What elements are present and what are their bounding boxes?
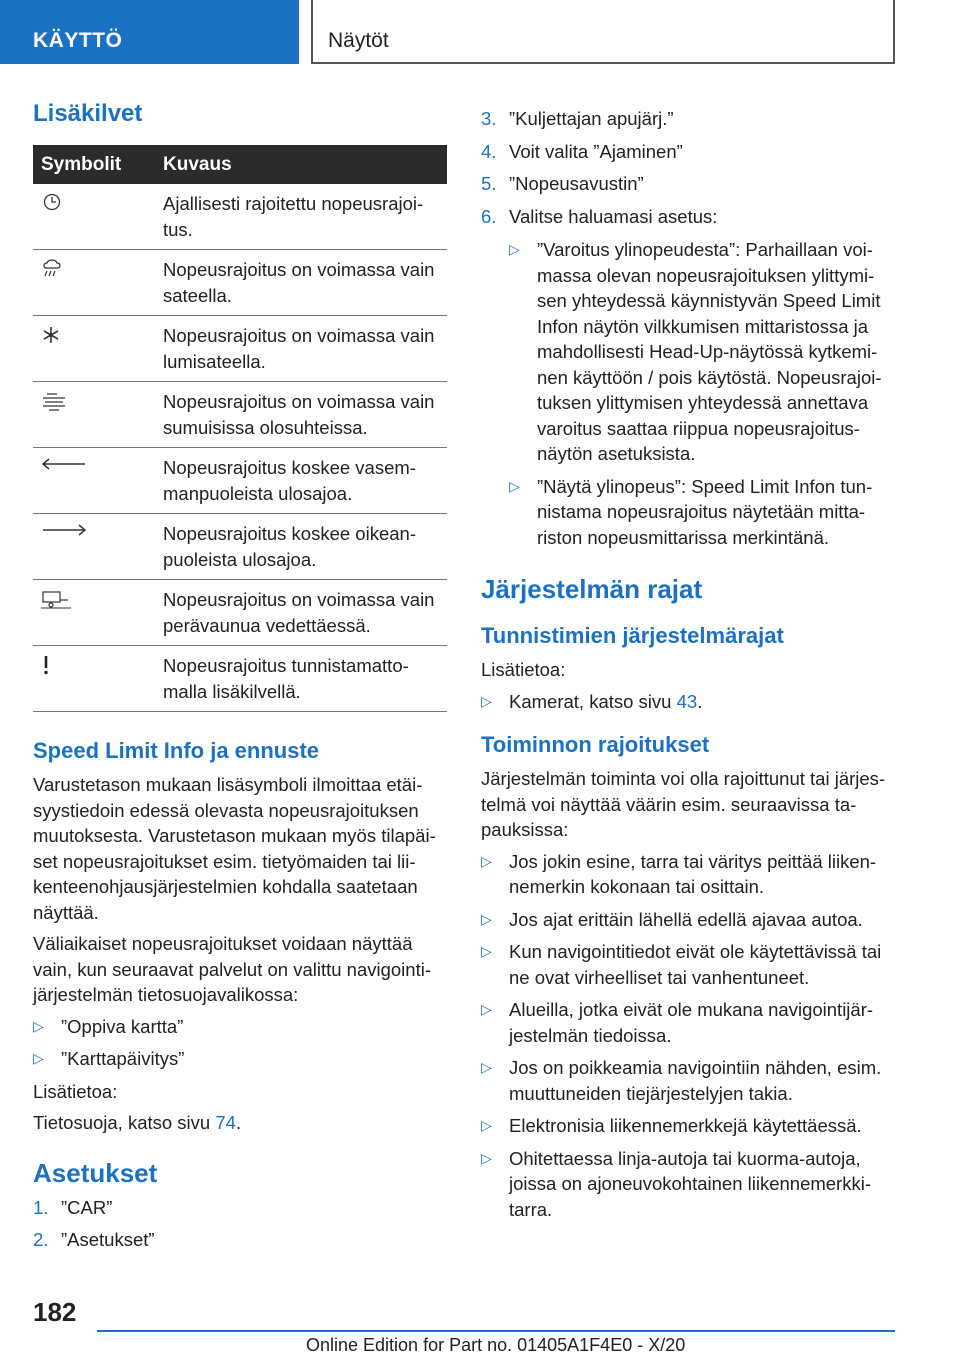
list-item: ▷ Elektronisia liikennemerkkejä käytettäessä. [481, 1113, 895, 1139]
list-item: ▷ Kun navigointitiedot eivät ole käytettävissä tai ne ovat virheelliset tai vanhentuneet. [481, 941, 882, 988]
list-item: ▷ Ohitettaessa linja-autoja tai kuorma-autoja, joissa on ajoneuvokohtainen liikennemerkkitarra. [481, 1147, 871, 1220]
row-desc: Nopeusrajoitus on voimassa vain lumisateella. [163, 316, 447, 382]
sensor-limits-heading: Tunnistimien järjestelmärajat [481, 623, 784, 648]
clock-icon [41, 193, 63, 211]
triangle-bullet-icon: ▷ [481, 692, 492, 709]
settings-steps-left [33, 1195, 447, 1253]
right-column [481, 106, 895, 1229]
triangle-bullet-icon: ▷ [481, 910, 492, 927]
table-row [33, 316, 447, 382]
list-item: 5. ”Nopeusavustin” [481, 173, 644, 194]
table-header-row [33, 145, 447, 184]
row-desc: Ajallisesti rajoitettu nopeusrajoitus. [163, 184, 447, 250]
table-row [33, 646, 447, 712]
camera-ref-list [481, 689, 895, 715]
section-tab [0, 0, 299, 64]
table-row [33, 580, 447, 646]
function-limits-heading: Toiminnon rajoitukset [481, 732, 710, 757]
arrow-right-icon [41, 523, 87, 537]
service-list [33, 1014, 447, 1072]
triangle-bullet-icon: ▷ [33, 1050, 44, 1066]
triangle-bullet-icon: ▷ [509, 241, 520, 257]
row-desc: Nopeusrajoitus koskee vasemmanpuoleista ulosajoa. [163, 448, 447, 514]
col-symbol-header: Symbolit [33, 145, 163, 184]
row-desc: Nopeusrajoitus koskee oikeanpuoleista ulosajoa. [163, 514, 447, 580]
speedlimit-paragraph-1: Varustetason mukaan lisäsymboli ilmoittaa etäisyystiedoin edessä olevasta nopeusrajoituksen muutoksesta. Varustetason mukaan myös tilapäiset nopeusrajoitukset esim. tietyömaiden tai liikenteenohjausjärjestelmien kohdalla saatetaan näyttää. [33, 774, 436, 923]
list-item: ▷ Alueilla, jotka eivät ole mukana navigointijärjestelmän tiedoissa. [481, 999, 874, 1046]
triangle-bullet-icon: ▷ [481, 1117, 492, 1133]
triangle-bullet-icon: ▷ [509, 477, 520, 494]
left-column [33, 100, 447, 1260]
col-desc-header: Kuvaus [163, 145, 447, 184]
page-number: 182 [33, 1297, 77, 1327]
table-row [33, 382, 447, 448]
list-item: 6. Valitse haluamasi asetus: ▷ ”Varoitus ylinopeudesta”: Parhaillaan voimassa olevan nopeusrajoituksen ylittymisen yhteydessä käynnistyvän Speed Limit Infon näytön vilkkumisen mittaristossa ja mahdollisesti Head-Up-näytössä kytkeminen käyttöön / pois käytöstä. Nopeusrajoituksen ylittymisen yhteydessä annettava varoitus saattaa riippua nopeusrajoitusnäytön asetuksista. ▷ ”Näytä ylinopeus”: Speed Limit Infon tunnistama nopeusrajoitus näytetään mittariston nopeusmittarissa merkintänä. [481, 204, 895, 551]
list-item: ▷ ”Näytä ylinopeus”: Speed Limit Infon tunnistama nopeusrajoitus näytetään mittariston nopeusmittarissa merkintänä. [509, 475, 873, 548]
speedlimit-heading: Speed Limit Info ja ennuste [33, 738, 320, 763]
more-info-label: Lisätietoa: [33, 1080, 118, 1102]
row-desc: Nopeusrajoitus on voimassa vain perävaunua vedettäessä. [163, 580, 447, 646]
privacy-page-link[interactable]: 74 [215, 1112, 236, 1133]
chapter-tab [311, 0, 895, 64]
edition-text: Online Edition for Part no. 01405A1F4E0 - X/20 [306, 1335, 686, 1355]
triangle-bullet-icon: ▷ [481, 1001, 492, 1017]
snowflake-icon [41, 325, 61, 345]
lisakilvet-heading: Lisäkilvet [33, 100, 143, 127]
list-item: ▷ ”Varoitus ylinopeudesta”: Parhaillaan voimassa olevan nopeusrajoituksen ylittymisen yhteydessä käynnistyvän Speed Limit Infon näytön vilkkumisen mittaristossa ja mahdollisesti Head-Up-näytössä kytkeminen käyttöön / pois käytöstä. Nopeusrajoituksen ylittymisen yhteydessä annettava varoitus saattaa riippua nopeusrajoitusnäytön asetuksista. [509, 239, 882, 464]
settings-steps-right [481, 106, 895, 550]
list-item: 4. Voit valita ”Ajaminen” [481, 140, 683, 162]
triangle-bullet-icon: ▷ [481, 852, 492, 869]
privacy-reference: Tietosuoja, katso sivu 74. [33, 1112, 242, 1133]
setting-options-list [509, 237, 895, 550]
rajat-heading: Järjestelmän rajat [481, 574, 703, 604]
row-desc: Nopeusrajoitus on voimassa vain sateella. [163, 250, 447, 316]
list-item: ▷ ”Karttapäivitys” [33, 1046, 447, 1072]
triangle-bullet-icon: ▷ [33, 1017, 44, 1034]
rain-icon [41, 259, 63, 279]
triangle-bullet-icon: ▷ [481, 1149, 492, 1166]
list-item: 2. ”Asetukset” [33, 1229, 155, 1250]
exclamation-icon [41, 655, 51, 675]
asetukset-heading: Asetukset [33, 1157, 158, 1188]
list-item: 1. ”CAR” [33, 1196, 113, 1218]
function-limits-paragraph: Järjestelmän toiminta voi olla rajoittunut tai järjestelmä voi näyttää väärin esim. seuraavissa tapauksissa: [481, 768, 886, 840]
list-item: ▷ ”Oppiva kartta” [33, 1014, 447, 1040]
row-desc: Nopeusrajoitus on voimassa vain sumuisissa olosuhteissa. [163, 382, 447, 448]
table-row [33, 514, 447, 580]
row-desc: Nopeusrajoitus tunnistamattomalla lisäkilvellä. [163, 646, 447, 712]
fog-icon [41, 391, 67, 411]
arrow-left-icon [41, 457, 87, 471]
list-item: ▷ Kamerat, katso sivu 43. [481, 689, 895, 715]
camera-page-link[interactable]: 43 [676, 690, 698, 712]
triangle-bullet-icon: ▷ [481, 1059, 492, 1075]
table-row [33, 184, 447, 250]
list-item: 3. ”Kuljettajan apujärj.” [481, 108, 674, 129]
table-row [33, 448, 447, 514]
trailer-icon [41, 589, 71, 609]
list-item: ▷ Jos on poikkeamia navigointiin nähden, esim. muuttuneiden tiejärjestelyjen takia. [481, 1057, 882, 1104]
footer-divider [97, 1330, 895, 1332]
list-item: ▷ Jos jokin esine, tarra tai väritys peittää liikennemerkin kokonaan tai osittain. [481, 850, 877, 897]
section-title: KÄYTTÖ [33, 29, 123, 52]
chapter-title: Näytöt [328, 29, 389, 52]
speedlimit-paragraph-2: Väliaikaiset nopeusrajoitukset voidaan näyttää vain, kun seuraavat palvelut on valittu navigointijärjestelmän tietosuojavalikossa: [33, 933, 431, 1005]
list-item: ▷ Jos ajat erittäin lähellä edellä ajavaa autoa. [481, 907, 895, 933]
triangle-bullet-icon: ▷ [481, 943, 492, 959]
table-row [33, 250, 447, 316]
limitations-list [481, 849, 895, 1223]
more-info-label: Lisätietoa: [481, 659, 566, 680]
symbol-table [33, 145, 447, 712]
